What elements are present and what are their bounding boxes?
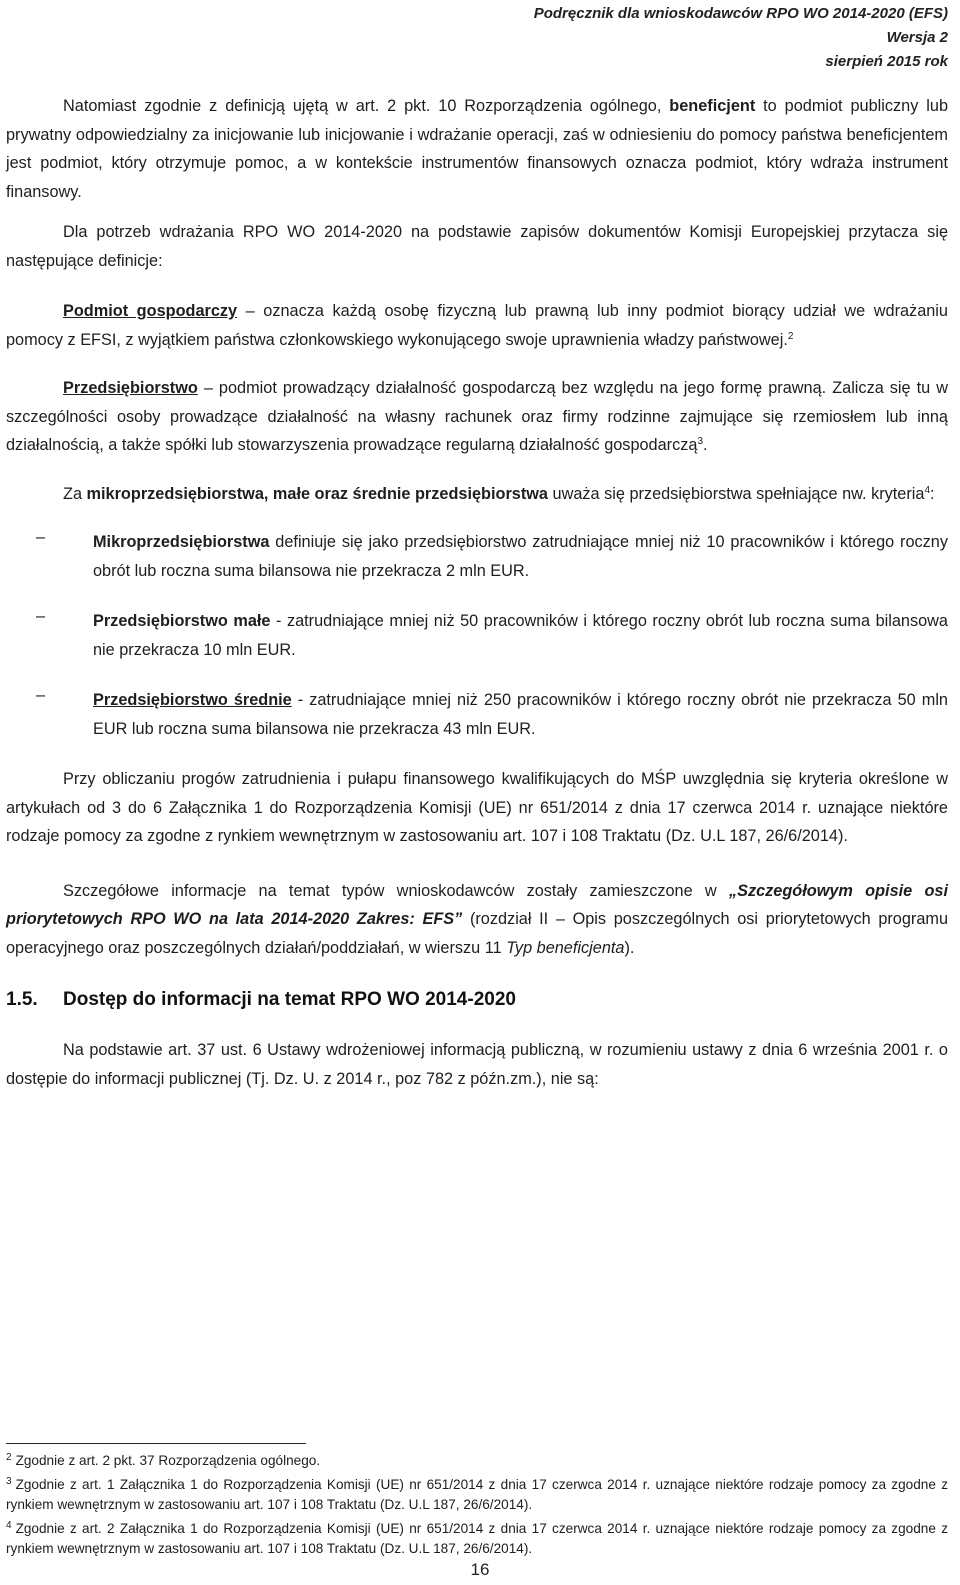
dash-bullet: – [36,686,46,704]
list-item [6,607,948,664]
paragraph-end: ). [624,938,635,957]
header-date: sierpień 2015 rok [825,53,948,70]
footnote-item [6,1472,948,1516]
typ-beneficjenta-reference: Typ beneficjenta [506,938,625,957]
definition-text: – oznacza każdą osobę fizyczną lub prawną lub inny podmiot biorący udział we wdrażaniu pomocy z EFSI, z wyjątkiem państwa członkowskiego wykonującego swoje uprawnienia władzy państwowej. [6,302,948,349]
dash-bullet: – [36,528,46,546]
footnote-item [6,1516,948,1560]
footnote-text: Zgodnie z art. 2 pkt. 37 Rozporządzenia ogólnego. [15,1453,321,1468]
paragraph-text: (rozdział II – Opis poszczególnych osi priorytetowych programu operacyjnego oraz poszczególnych działań/poddziałań, w wierszu 11 [6,910,948,957]
term-msp: mikroprzedsiębiorstwa, małe oraz średnie przedsiębiorstwa [86,484,548,503]
definition-podmiot-gospodarczy [6,297,948,354]
term-przedsiebiorstwo: Przedsiębiorstwo [63,379,198,397]
footnote-text: Zgodnie z art. 1 Załącznika 1 do Rozporządzenia Komisji (UE) nr 651/2014 z dnia 17 czerwca 2014 r. uznające niektóre rodzaje pomocy za zgodne z rynkiem wewnętrznym w zastosowaniu art. 107 i 108 Traktatu (Dz. U.L 187, 26/6/2014). [6,1476,948,1512]
definition-text: – podmiot prowadzący działalność gospodarczą bez względu na jego formę prawną. Zalicza się tu w szczególności osoby prowadzące działalność na własny rachunek oraz firmy rodzinne zajmujące się rzemiosłem lub inną działalnością, a także spółki lub stowarzyszenia prowadzące regularną działalność gospodarczą [6,379,948,454]
header-version: Wersja 2 [886,29,948,46]
list-item-text: definiuje się jako przedsiębiorstwo zatrudniające mniej niż 10 pracowników i którego roczny obrót lub roczna suma bilansowa nie przekracza 2 mln EUR. [93,533,948,580]
section-number: 1.5. [6,989,38,1010]
section-heading [6,986,948,1014]
footnote-item [6,1448,948,1472]
term-beneficjent: beneficjent [669,97,756,115]
paragraph-msp [6,480,948,509]
list-item-text: - zatrudniające mniej niż 50 pracowników i którego roczny obrót lub roczna suma bilansowa nie przekracza 10 mln EUR. [93,612,948,659]
page-number: 16 [470,1560,490,1579]
dash-bullet: – [36,607,46,625]
definition-end: . [703,436,708,454]
section-title: Dostęp do informacji na temat RPO WO 2014-2020 [63,989,516,1010]
list-item [6,686,948,743]
footnote-ref: 2 [787,330,794,342]
footnote-number: 4 [6,1519,12,1531]
footnote-separator [6,1443,306,1444]
list-item-text: - zatrudniające mniej niż 250 pracowników i którego roczny obrót nie przekracza 50 mln EUR lub roczna suma bilansowa nie przekracza 43 mln EUR. [93,691,948,738]
list-item [6,528,948,585]
paragraph-end: : [930,484,935,503]
footnote-text: Zgodnie z art. 2 Załącznika 1 do Rozporządzenia Komisji (UE) nr 651/2014 z dnia 17 czerwca 2014 r. uznające niektóre rodzaje pomocy za zgodne z rynkiem wewnętrznym w zastosowaniu art. 107 i 108 Traktatu (Dz. U.L 187, 26/6/2014). [6,1520,948,1556]
footnote-number: 3 [6,1475,12,1487]
page-header [534,2,948,74]
paragraph-szczegolowe-informacje [6,877,948,963]
header-title: Podręcznik dla wnioskodawców RPO WO 2014-2020 (EFS) [533,5,948,22]
paragraph-text: Za [63,484,87,503]
footnote-number: 2 [6,1452,12,1463]
footnote-ref: 3 [697,436,703,447]
paragraph-text: Szczegółowe informacje na temat typów wnioskodawców zostały zamieszczone w [63,881,729,900]
document-title-reference: „Szczegółowym opisie osi priorytetowych RPO WO na lata 2014-2020 Zakres: EFS” [6,881,948,928]
paragraph-beneficjent [6,92,948,206]
paragraph-text: uważa się przedsiębiorstwa spełniające nw. kryteria [548,484,925,503]
term-przedsiebiorstwo-srednie: Przedsiębiorstwo średnie [93,691,292,709]
footnote-ref: 4 [924,484,931,496]
term-podmiot-gospodarczy: Podmiot gospodarczy [63,302,238,320]
term-mikroprzedsiebiorstwa: Mikroprzedsiębiorstwa [93,533,270,551]
footnotes [6,1448,948,1560]
document-body [6,92,948,1093]
paragraph-dostep: Na podstawie art. 37 ust. 6 Ustawy wdrożeniowej informacją publiczną, w rozumieniu ustawy z dnia 6 września 2001 r. o dostępie do informacji publicznej (Tj. Dz. U. z 2014 r., poz 782 z późn.zm.), nie są: [6,1041,948,1088]
term-przedsiebiorstwo-male: Przedsiębiorstwo małe [93,612,271,630]
definition-przedsiebiorstwo [6,374,948,460]
paragraph-text: Natomiast zgodnie z definicją ujętą w art. 2 pkt. 10 Rozporządzenia ogólnego, [63,97,670,115]
paragraph-progi: Przy obliczaniu progów zatrudnienia i pułapu finansowego kwalifikujących do MŚP uwzględnia się kryteria określone w artykułach od 3 do 6 Załącznika 1 do Rozporządzenia Komisji (UE) nr 651/2014 z dnia 17 czerwca 2014 r. uznające niektóre rodzaje pomocy za zgodne z rynkiem wewnętrznym w zastosowaniu art. 107 i 108 Traktatu (Dz. U.L 187, 26/6/2014). [6,770,948,845]
criteria-list [6,528,948,743]
paragraph-text: to podmiot publiczny lub prywatny odpowiedzialny za inicjowanie lub inicjowanie i wdrażanie operacji, zaś w odniesieniu do pomocy państwa beneficjentem jest podmiot, który otrzymuje pomoc, a w kontekście instrumentów finansowych oznacza podmiot, który wdraża instrument finansowy. [6,97,948,201]
paragraph-definitions-intro: Dla potrzeb wdrażania RPO WO 2014-2020 na podstawie zapisów dokumentów Komisji Europejskiej przytacza się następujące definicje: [6,223,948,270]
